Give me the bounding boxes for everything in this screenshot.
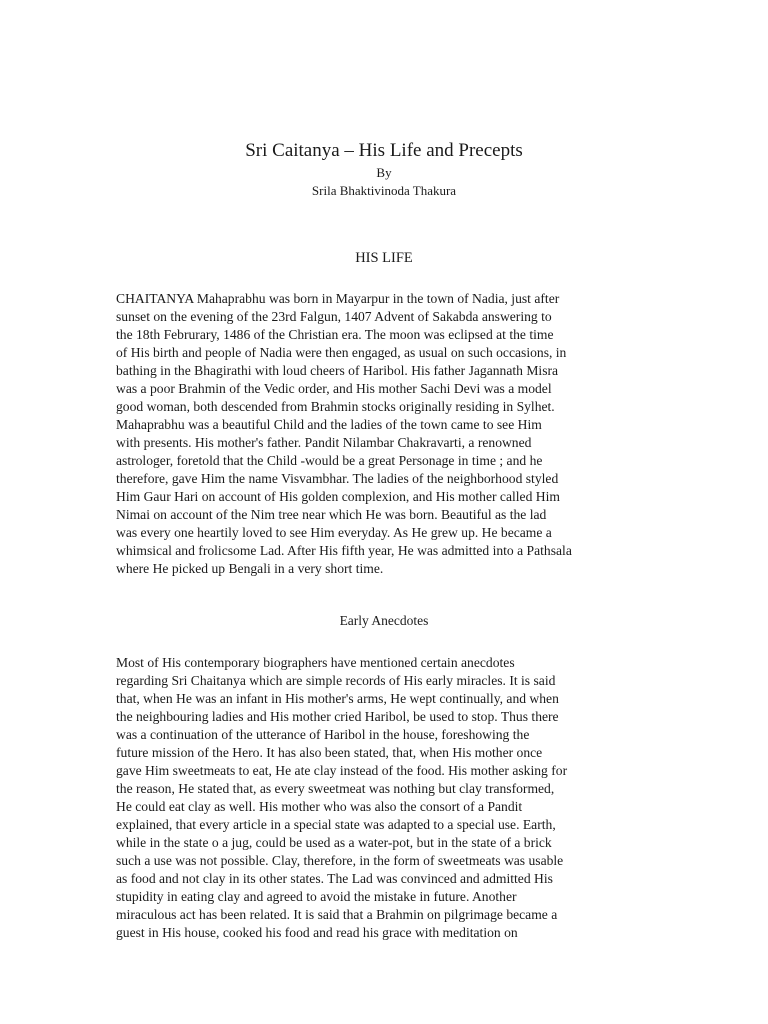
text-line: the 18th Februrary, 1486 of the Christian era. The moon was eclipsed at the time — [116, 327, 554, 342]
text-line: astrologer, foretold that the Child -would be a great Personage in time ; and he — [116, 453, 543, 468]
text-line: such a use was not possible. Clay, therefore, in the form of sweetmeats was usable — [116, 853, 564, 868]
text-line: bathing in the Bhagirathi with loud cheers of Haribol. His father Jagannath Misra — [116, 363, 559, 378]
text-line: regarding Sri Chaitanya which are simple records of His early miracles. It is said — [116, 673, 556, 688]
text-line: good woman, both descended from Brahmin stocks originally residing in Sylhet. — [116, 399, 555, 414]
text-line: of His birth and people of Nadia were then engaged, as usual on such occasions, in — [116, 345, 567, 360]
text-line: was a poor Brahmin of the Vedic order, and His mother Sachi Devi was a model — [116, 381, 552, 396]
text-line: the reason, He stated that, as every sweetmeat was nothing but clay transformed, — [116, 781, 555, 796]
text-line: stupidity in eating clay and agreed to avoid the mistake in future. Another — [116, 889, 517, 904]
text-line: as food and not clay in its other states. The Lad was convinced and admitted His — [116, 871, 553, 886]
document-title: Sri Caitanya – His Life and Precepts — [245, 140, 523, 161]
subheading-early-anecdotes: Early Anecdotes — [339, 613, 429, 628]
author-name: Srila Bhaktivinoda Thakura — [311, 183, 457, 198]
text-line: Nimai on account of the Nim tree near which He was born. Beautiful as the lad — [116, 507, 547, 522]
text-line: gave Him sweetmeats to eat, He ate clay instead of the food. His mother asking for — [116, 763, 568, 778]
text-line: was a continuation of the utterance of Haribol in the house, foreshowing the — [116, 727, 530, 742]
text-line: He could eat clay as well. His mother who was also the consort of a Pandit — [116, 799, 523, 814]
text-line: Mahaprabhu was a beautiful Child and the ladies of the town came to see Him — [116, 417, 542, 432]
text-line: that, when He was an infant in His mother's arms, He wept continually, and when — [116, 691, 559, 706]
text-line: where He picked up Bengali in a very short time. — [116, 561, 384, 576]
text-line: sunset on the evening of the 23rd Falgun, 1407 Advent of Sakabda answering to — [116, 309, 552, 324]
text-line: was every one heartily loved to see Him everyday. As He grew up. He became a — [116, 525, 552, 540]
text-line: Most of His contemporary biographers have mentioned certain anecdotes — [116, 655, 515, 670]
text-line: Him Gaur Hari on account of His golden complexion, and His mother called Him — [116, 489, 560, 504]
text-line: while in the state o a jug, could be used as a water-pot, but in the state of a brick — [116, 835, 552, 850]
paragraph-early-anecdotes — [116, 654, 656, 942]
section-heading-his-life: HIS LIFE — [355, 250, 413, 266]
text-line: therefore, gave Him the name Visvambhar. The ladies of the neighborhood styled — [116, 471, 559, 486]
paragraph-his-life — [116, 290, 656, 578]
text-line: whimsical and frolicsome Lad. After His fifth year, He was admitted into a Pathsala — [116, 543, 572, 558]
text-line: CHAITANYA Mahaprabhu was born in Mayarpur in the town of Nadia, just after — [116, 291, 560, 306]
text-line: miraculous act has been related. It is said that a Brahmin on pilgrimage became a — [116, 907, 558, 922]
text-line: guest in His house, cooked his food and read his grace with meditation on — [116, 925, 518, 940]
text-line: future mission of the Hero. It has also been stated, that, when His mother once — [116, 745, 543, 760]
byline-label: By — [376, 165, 392, 180]
text-line: with presents. His mother's father. Pandit Nilambar Chakravarti, a renowned — [116, 435, 532, 450]
text-line: explained, that every article in a special state was adapted to a special use. Earth, — [116, 817, 556, 832]
text-line: the neighbouring ladies and His mother cried Haribol, be used to stop. Thus there — [116, 709, 559, 724]
